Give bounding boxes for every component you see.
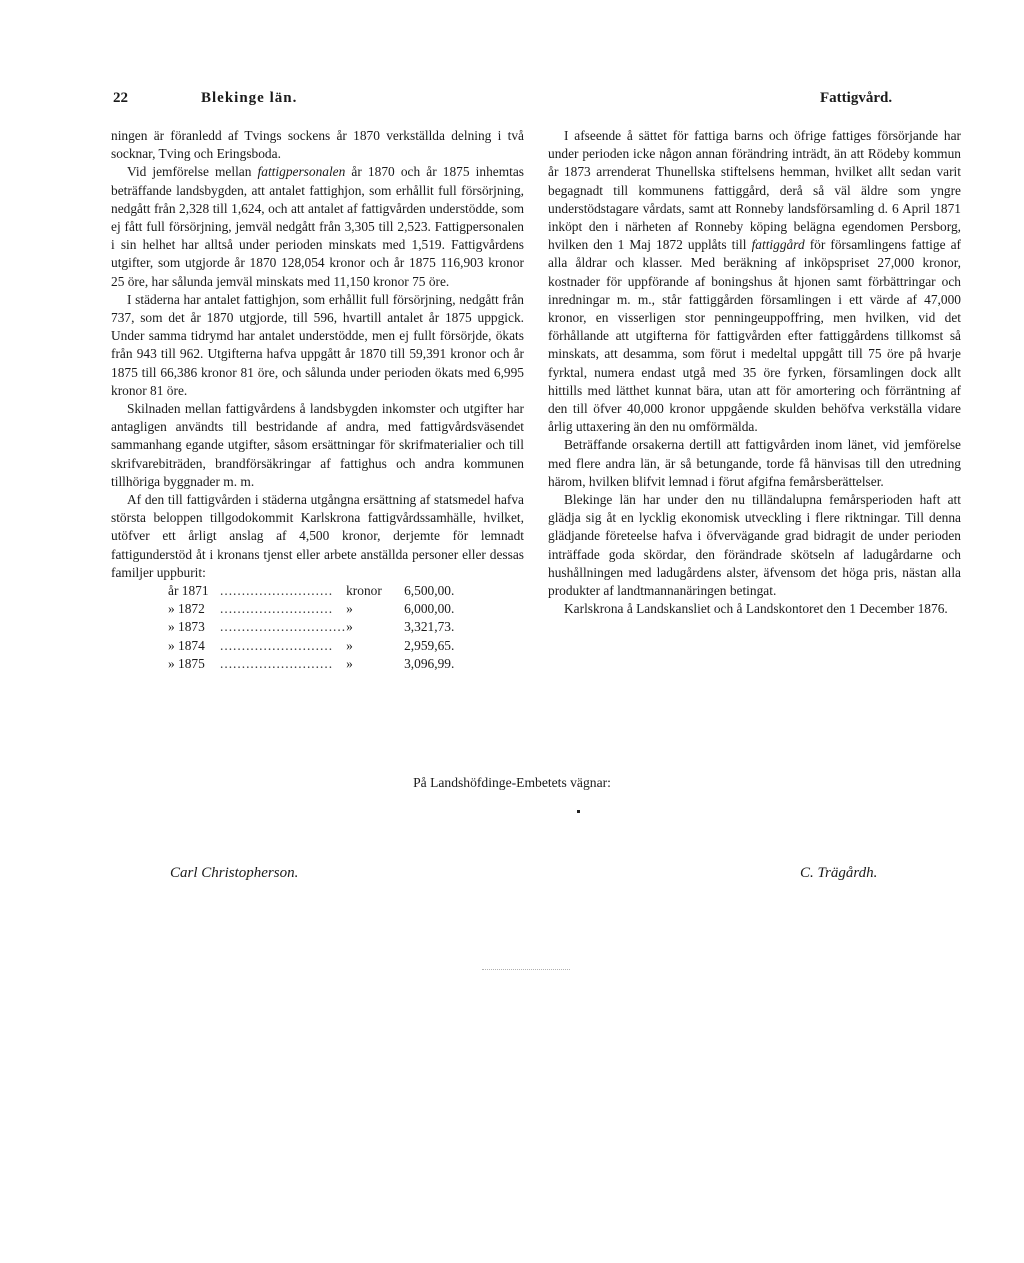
left-paragraph-2-italic: fattigpersonalen	[257, 164, 346, 180]
right-paragraph-3: Blekinge län har under den nu tilländalupna femårsperioden haft att glädja sig åt en lycklig ekonomisk utveckling i flere riktningar. Till denna glädjande företeelse hafva i öfvervägande grad bidragit de under perioden inträffade goda skördar, den förändrade skötseln af ladugårdarne och hushållningen med ladugårdens alster, äfvensom det höga pris, nästan alla produkter af landtmannanäringen betingat.	[548, 492, 961, 599]
left-paragraph-2	[111, 163, 524, 290]
leader-dots: ..........................	[220, 655, 334, 671]
year-cell: » 1873	[168, 619, 205, 635]
table-row	[168, 637, 454, 655]
year-cell: » 1875	[168, 655, 205, 671]
table-row	[168, 655, 454, 673]
left-paragraph-3: I städerna har antalet fattighjon, som erhållit full försörjning, nedgått från 737, som det år 1870 utgjorde, till 596, hvartill antalet år 1875 uppgick. Under samma tidrymd har antalet understödde, men ej fullt försörjde, ökats från 943 till 962. Utgifterna hafva uppgått år 1870 till 59,391 kronor och år 1875 till 66,386 kronor 81 öre, och sålunda under perioden ökats med 6,995 kronor 81 öre.	[111, 291, 524, 398]
ink-dot	[577, 810, 580, 813]
leader-dots: ..........................	[220, 601, 334, 617]
left-paragraph-4: Skilnaden mellan fattigvårdens å landsbygden inkomster och utgifter har antagligen användts till bestridande af andra, med fattigvårdsväsendet sammanhang egande utgifter, såsom ersättningar för skrifmaterialier och till skrifvarebiträden, brandförsäkringar af fattighus och andra kommunen tillhöriga byggnader m. m.	[111, 401, 524, 489]
faint-rule	[482, 969, 570, 970]
right-paragraph-2: Beträffande orsakerna dertill att fattigvården inom länet, vid jemförelse med flere andra län, är så betungande, torde få hänvisas till den utredning härom, hvilken blifvit lemnad i förut afgifna femårsberättelser.	[548, 437, 961, 489]
left-paragraph-2-start: Vid jemförelse mellan	[127, 164, 258, 180]
page-number: 22	[113, 90, 128, 106]
year-cell: » 1874	[168, 637, 205, 653]
amount-cell: 2,959,65.	[404, 637, 455, 653]
amount-cell: 3,321,73.	[404, 619, 455, 635]
left-paragraph-1: ningen är föranledd af Tvings sockens år 1870 verkställda delning i två socknar, Tving och Eringsboda.	[111, 128, 524, 162]
leader-dots: .............................	[220, 619, 347, 635]
year-cell: år 1871	[168, 583, 209, 599]
unit-cell: »	[346, 655, 353, 671]
year-cell: » 1872	[168, 601, 205, 617]
unit-cell: »	[346, 619, 353, 635]
leader-dots: ..........................	[220, 583, 334, 599]
unit-cell: kronor	[346, 583, 382, 599]
table-row	[168, 600, 454, 618]
right-paragraph-1-rest: för församlingens fattige af alla åldrar och klasser. Med beräkning af inköpspriset 27,000 kronor, kostnader för uppförande af boningshus åt hjonen samt förbättringar och inredningar m. m., står fattiggården församlingen i ett värde af 47,000 kronor, en visserligen stor penningeuppoffring, men hvilken, vid det förhållande att utgifterna för fattigvården efter fattiggårdens tillkomst så minskats, att desamma, som förut i medeltal uppgått till 75 öre på hvarje fyrktal, numera endast utgå med 35 öre fyrken, församlingen dock allt hittills med lätthet kunnat bära, utan att för amortering och förräntning af den till öfver 40,000 kronor uppgående skulden behöfva verkställa vidare årlig uttaxering än den nu omförmälda.	[548, 237, 961, 435]
right-paragraph-1-italic: fattiggård	[751, 237, 805, 253]
left-paragraph-5: Af den till fattigvården i städerna utgångna ersättning af statsmedel hafva största beloppen tillgodokommit Karlskrona fattigvårdssamhälle, hvilket, utöfver ett årligt anslag af 4,500 kronor, derjemte för lemnadt fattigunderstöd åt i kronans tjenst eller arbete anställda personer eller dessas familjer uppburit:	[111, 492, 524, 580]
yearly-payments-table	[168, 582, 454, 673]
left-paragraph-2-rest: år 1870 och år 1875 inhemtas beträffande landsbygden, att antalet fattighjon, som erhållit full försörjning, nedgått från 2,328 till 1,624, och att antalet af fattigvården understödde, som ej fått full försörjning, jemväl nedgått från 3,305 till 2,523. Fattigpersonalen i sin helhet har alltså under perioden minskats med 1,519. Fattigvårdens utgifter, som utgjorde år 1870 128,054 kronor och år 1875 116,903 kronor 25 öre, har sålunda jemväl minskats med 11,150 kronor 75 öre.	[111, 164, 524, 289]
table-row	[168, 618, 454, 636]
unit-cell: »	[346, 637, 353, 653]
unit-cell: »	[346, 601, 353, 617]
leader-dots: ..........................	[220, 637, 334, 653]
right-paragraph-1-start: I afseende å sättet för fattiga barns och öfrige fattiges försörjande har under perioden icke någon annan förändring inträdt, än att Rödeby kommun år 1873 arrenderat Thunellska stiftelsens hemman, hvilket allt sedan varit begagnadt till kommunens fattiggård, derå så väl äldre som yngre understödstagare vårdats, samt att Ronneby landsförsamling d. 6 April 1871 inköpt den i närheten af Ronneby köping belägna egendomen Persborg, hvilken den 1 Maj 1872 upplåts till	[548, 128, 961, 253]
right-paragraph-1	[548, 127, 961, 436]
left-column	[111, 127, 524, 673]
authority-line: På Landshöfdinge-Embetets vägnar:	[413, 775, 611, 790]
amount-cell: 3,096,99.	[404, 655, 455, 671]
right-paragraph-4: Karlskrona å Landskansliet och å Landskontoret den 1 December 1876.	[564, 601, 948, 617]
right-column	[548, 127, 961, 618]
amount-cell: 6,000,00.	[404, 601, 455, 617]
amount-cell: 6,500,00.	[404, 583, 455, 599]
signature-right: C. Trägårdh.	[800, 865, 878, 881]
header-title-right: Fattigvård.	[820, 90, 893, 106]
header-title-left: Blekinge län.	[201, 90, 298, 106]
table-row	[168, 582, 454, 600]
signature-left: Carl Christopherson.	[170, 865, 299, 881]
